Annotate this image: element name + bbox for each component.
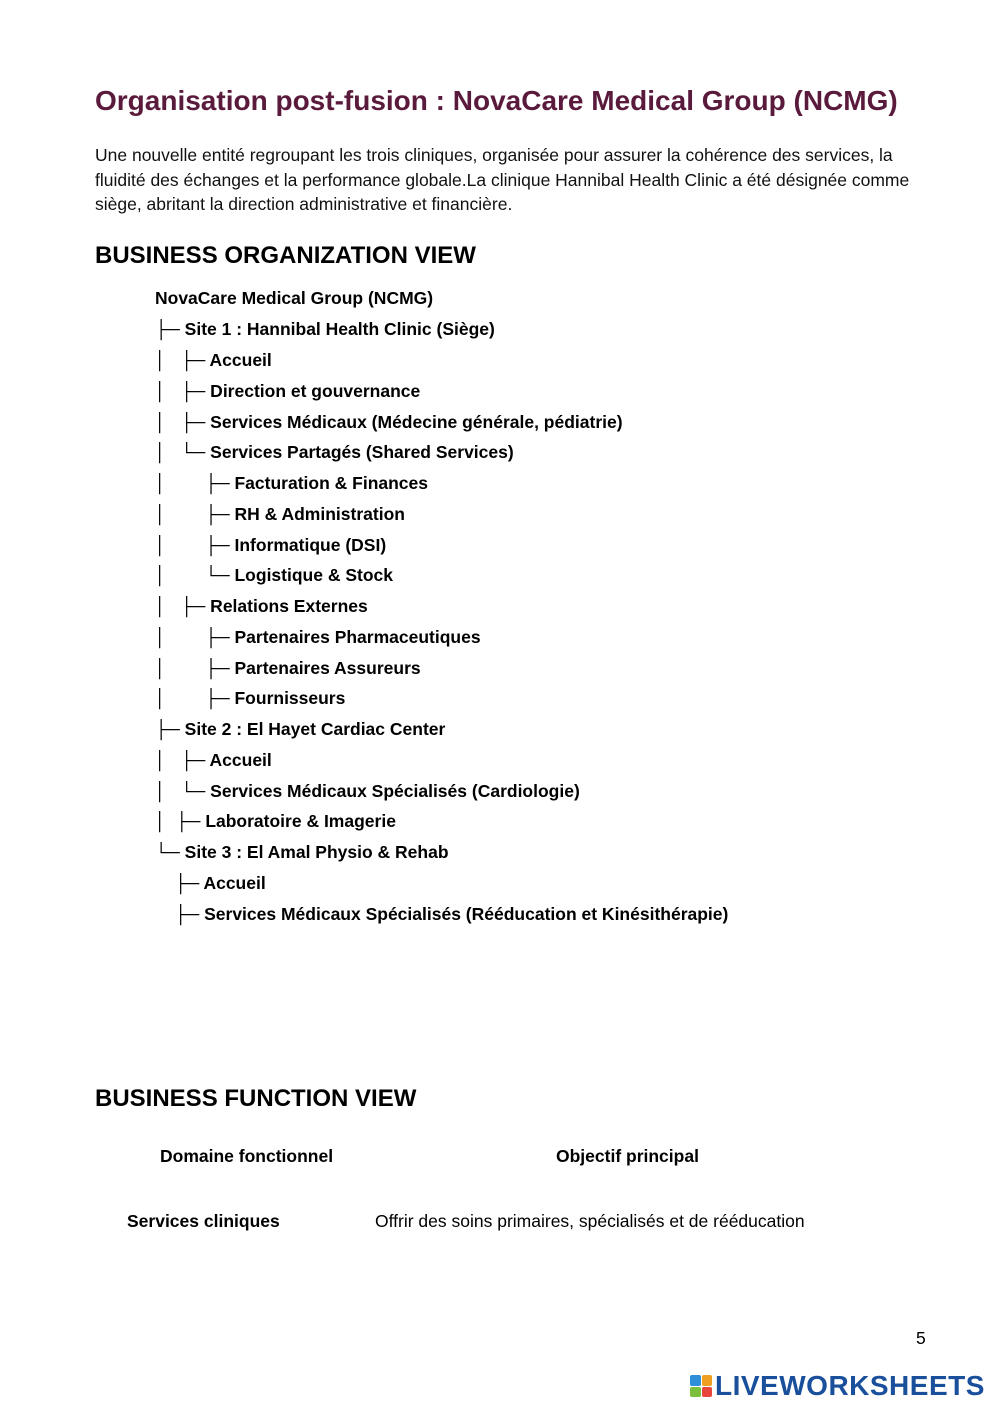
- tree-node: │ ├─ Services Médicaux (Médecine générale, pédiatrie): [155, 412, 623, 432]
- tree-node: ├─ Services Médicaux Spécialisés (Rééducation et Kinésithérapie): [155, 904, 729, 924]
- tree-node: │ ├─ Informatique (DSI): [155, 535, 387, 555]
- intro-paragraph: Une nouvelle entité regroupant les trois cliniques, organisée pour assurer la cohérence des services, la fluidité des échanges et la performance globale.La clinique Hannibal Health Clinic a été désignée comme siège, abritant la direction administrative et financière.: [95, 145, 910, 214]
- tree-node: │ └─ Services Médicaux Spécialisés (Cardiologie): [155, 781, 580, 801]
- liveworksheets-logo: [690, 1370, 985, 1402]
- tree-node: │ ├─ Direction et gouvernance: [155, 381, 421, 401]
- page-title: Organisation post-fusion : NovaCare Medical Group (NCMG): [95, 85, 898, 116]
- tree-root: NovaCare Medical Group (NCMG): [155, 288, 434, 308]
- table-header-objective: Objectif principal: [556, 1146, 699, 1166]
- tree-node: │ ├─ Accueil: [155, 350, 272, 370]
- tree-node: │ ├─ Relations Externes: [155, 596, 368, 616]
- tree-node: ├─ Accueil: [155, 873, 266, 893]
- page-number: 5: [916, 1328, 926, 1348]
- tree-node: │ └─ Services Partagés (Shared Services): [155, 442, 514, 462]
- tree-node: │ ├─ Laboratoire & Imagerie: [155, 811, 396, 831]
- tree-node: │ └─ Logistique & Stock: [155, 565, 393, 585]
- logo-icon: [690, 1375, 712, 1397]
- tree-node: ├─ Site 2 : El Hayet Cardiac Center: [155, 719, 446, 739]
- tree-node: │ ├─ Fournisseurs: [155, 688, 346, 708]
- tree-node: └─ Site 3 : El Amal Physio & Rehab: [155, 842, 449, 862]
- tree-node: │ ├─ Facturation & Finances: [155, 473, 429, 493]
- function-view-heading: BUSINESS FUNCTION VIEW: [95, 1085, 417, 1112]
- table-header-domain: Domaine fonctionnel: [160, 1146, 334, 1166]
- logo-text: LIVEWORKSHEETS: [715, 1370, 985, 1401]
- org-view-heading: BUSINESS ORGANIZATION VIEW: [95, 242, 476, 269]
- tree-node: ├─ Site 1 : Hannibal Health Clinic (Siège): [155, 319, 495, 339]
- table-cell-domain: Services cliniques: [127, 1211, 280, 1231]
- tree-node: │ ├─ Partenaires Assureurs: [155, 658, 421, 678]
- tree-node: │ ├─ Accueil: [155, 750, 272, 770]
- tree-node: │ ├─ Partenaires Pharmaceutiques: [155, 627, 481, 647]
- table-cell-objective: Offrir des soins primaires, spécialisés et de rééducation: [375, 1211, 805, 1231]
- tree-node: │ ├─ RH & Administration: [155, 504, 405, 524]
